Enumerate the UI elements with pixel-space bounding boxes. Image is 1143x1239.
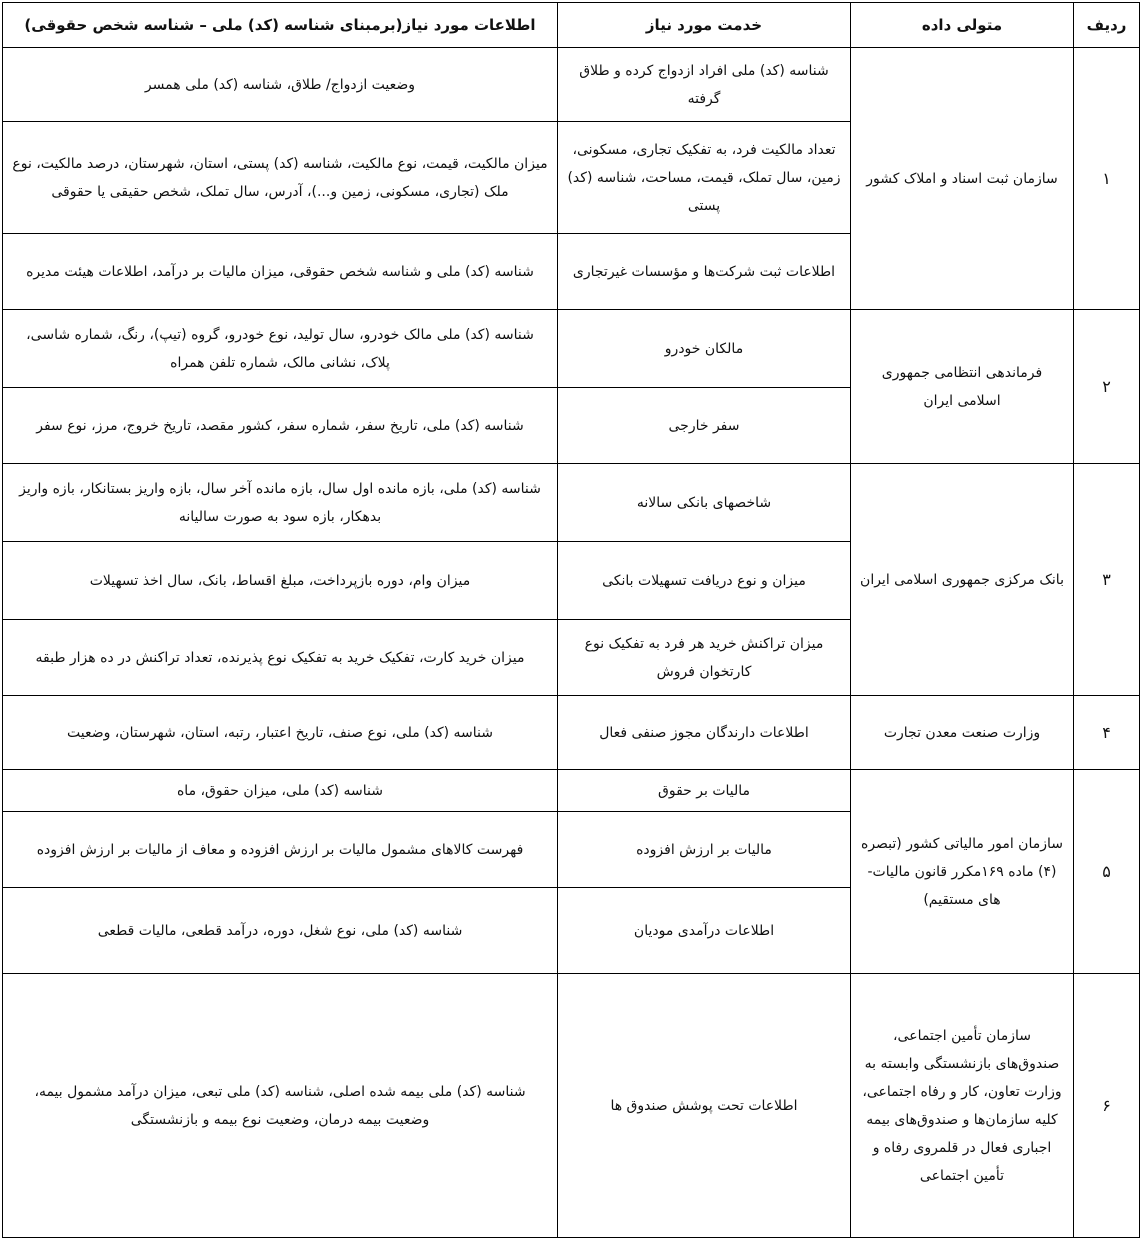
row-number: ۴ [1074, 696, 1140, 770]
info-cell: میزان مالکیت، قیمت، نوع مالکیت، شناسه (کد) پستی، استان، شهرستان، درصد مالکیت، نوع ملک (تجاری، مسکونی، زمین و...)، آدرس، سال تملک، شخص حقیقی یا حقوقی [3, 122, 558, 234]
table-row [3, 974, 1140, 1238]
info-cell: میزان وام، دوره بازپرداخت، مبلغ اقساط، بانک، سال اخذ تسهیلات [3, 542, 558, 620]
table-row [3, 464, 1140, 542]
custodian-cell: وزارت صنعت معدن تجارت [851, 696, 1074, 770]
service-cell: میزان تراکنش خرید هر فرد به تفکیک نوع کارتخوان فروش [558, 620, 851, 696]
service-cell: میزان و نوع دریافت تسهیلات بانکی [558, 542, 851, 620]
info-cell: میزان خرید کارت، تفکیک خرید به تفکیک نوع پذیرنده، تعداد تراکنش در ده هزار طبقه [3, 620, 558, 696]
info-cell: شناسه (کد) ملی، بازه مانده اول سال، بازه مانده آخر سال، بازه واریز بستانکار، بازه واریز بدهکار، بازه سود به صورت سالیانه [3, 464, 558, 542]
info-cell: شناسه (کد) ملی، میزان حقوق، ماه [3, 770, 558, 812]
row-number: ۵ [1074, 770, 1140, 974]
custodian-cell: سازمان تأمین اجتماعی، صندوق‌های بازنشستگی وابسته به وزارت تعاون، کار و رفاه اجتماعی، کلیه سازمان‌ها و صندوق‌های بیمه اجباری فعال در قلمروی رفاه و تأمین اجتماعی [851, 974, 1074, 1238]
service-cell: سفر خارجی [558, 388, 851, 464]
data-custodians-table [2, 2, 1140, 1238]
service-cell: مالکان خودرو [558, 310, 851, 388]
info-cell: شناسه (کد) ملی، نوع شغل، دوره، درآمد قطعی، مالیات قطعی [3, 888, 558, 974]
service-cell: اطلاعات ثبت شرکت‌ها و مؤسسات غیرتجاری [558, 234, 851, 310]
custodian-cell: سازمان ثبت اسناد و املاک کشور [851, 48, 1074, 310]
info-cell: شناسه (کد) ملی بیمه شده اصلی، شناسه (کد) ملی تبعی، میزان درآمد مشمول بیمه، وضعیت بیمه درمان، وضعیت نوع بیمه و بازنشستگی [3, 974, 558, 1238]
header-custodian: متولی داده [851, 3, 1074, 48]
info-cell: شناسه (کد) ملی مالک خودرو، سال تولید، نوع خودرو، گروه (تیپ)، رنگ، شماره شاسی، پلاک، نشانی مالک، شماره تلفن همراه [3, 310, 558, 388]
table-row [3, 770, 1140, 812]
row-number: ۱ [1074, 48, 1140, 310]
info-cell: شناسه (کد) ملی، تاریخ سفر، شماره سفر، کشور مقصد، تاریخ خروج، مرز، نوع سفر [3, 388, 558, 464]
table-header-row [3, 3, 1140, 48]
info-cell: شناسه (کد) ملی و شناسه شخص حقوقی، میزان مالیات بر درآمد، اطلاعات هیئت مدیره [3, 234, 558, 310]
table-row [3, 310, 1140, 388]
header-required-info: اطلاعات مورد نیاز(برمبنای شناسه (کد) ملی – شناسه شخص حقوقی) [3, 3, 558, 48]
custodian-cell: بانک مرکزی جمهوری اسلامی ایران [851, 464, 1074, 696]
table-row [3, 48, 1140, 122]
row-number: ۲ [1074, 310, 1140, 464]
header-row-number: ردیف [1074, 3, 1140, 48]
info-cell: فهرست کالاهای مشمول مالیات بر ارزش افزوده و معاف از مالیات بر ارزش افزوده [3, 812, 558, 888]
service-cell: تعداد مالکیت فرد، به تفکیک تجاری، مسکونی، زمین، سال تملک، قیمت، مساحت، شناسه (کد) پستی [558, 122, 851, 234]
service-cell: شاخصهای بانکی سالانه [558, 464, 851, 542]
service-cell: مالیات بر ارزش افزوده [558, 812, 851, 888]
service-cell: اطلاعات تحت پوشش صندوق ها [558, 974, 851, 1238]
custodian-cell: فرماندهی انتظامی جمهوری اسلامی ایران [851, 310, 1074, 464]
service-cell: اطلاعات درآمدی مودیان [558, 888, 851, 974]
info-cell: وضعیت ازدواج/ طلاق، شناسه (کد) ملی همسر [3, 48, 558, 122]
service-cell: شناسه (کد) ملی افراد ازدواج کرده و طلاق گرفته [558, 48, 851, 122]
header-service: خدمت مورد نیاز [558, 3, 851, 48]
service-cell: اطلاعات دارندگان مجوز صنفی فعال [558, 696, 851, 770]
row-number: ۶ [1074, 974, 1140, 1238]
table-row [3, 696, 1140, 770]
row-number: ۳ [1074, 464, 1140, 696]
info-cell: شناسه (کد) ملی، نوع صنف، تاریخ اعتبار، رتبه، استان، شهرستان، وضعیت [3, 696, 558, 770]
custodian-cell: سازمان امور مالیاتی کشور (تبصره (۴) ماده ۱۶۹مکرر قانون مالیات-های مستقیم) [851, 770, 1074, 974]
service-cell: مالیات بر حقوق [558, 770, 851, 812]
